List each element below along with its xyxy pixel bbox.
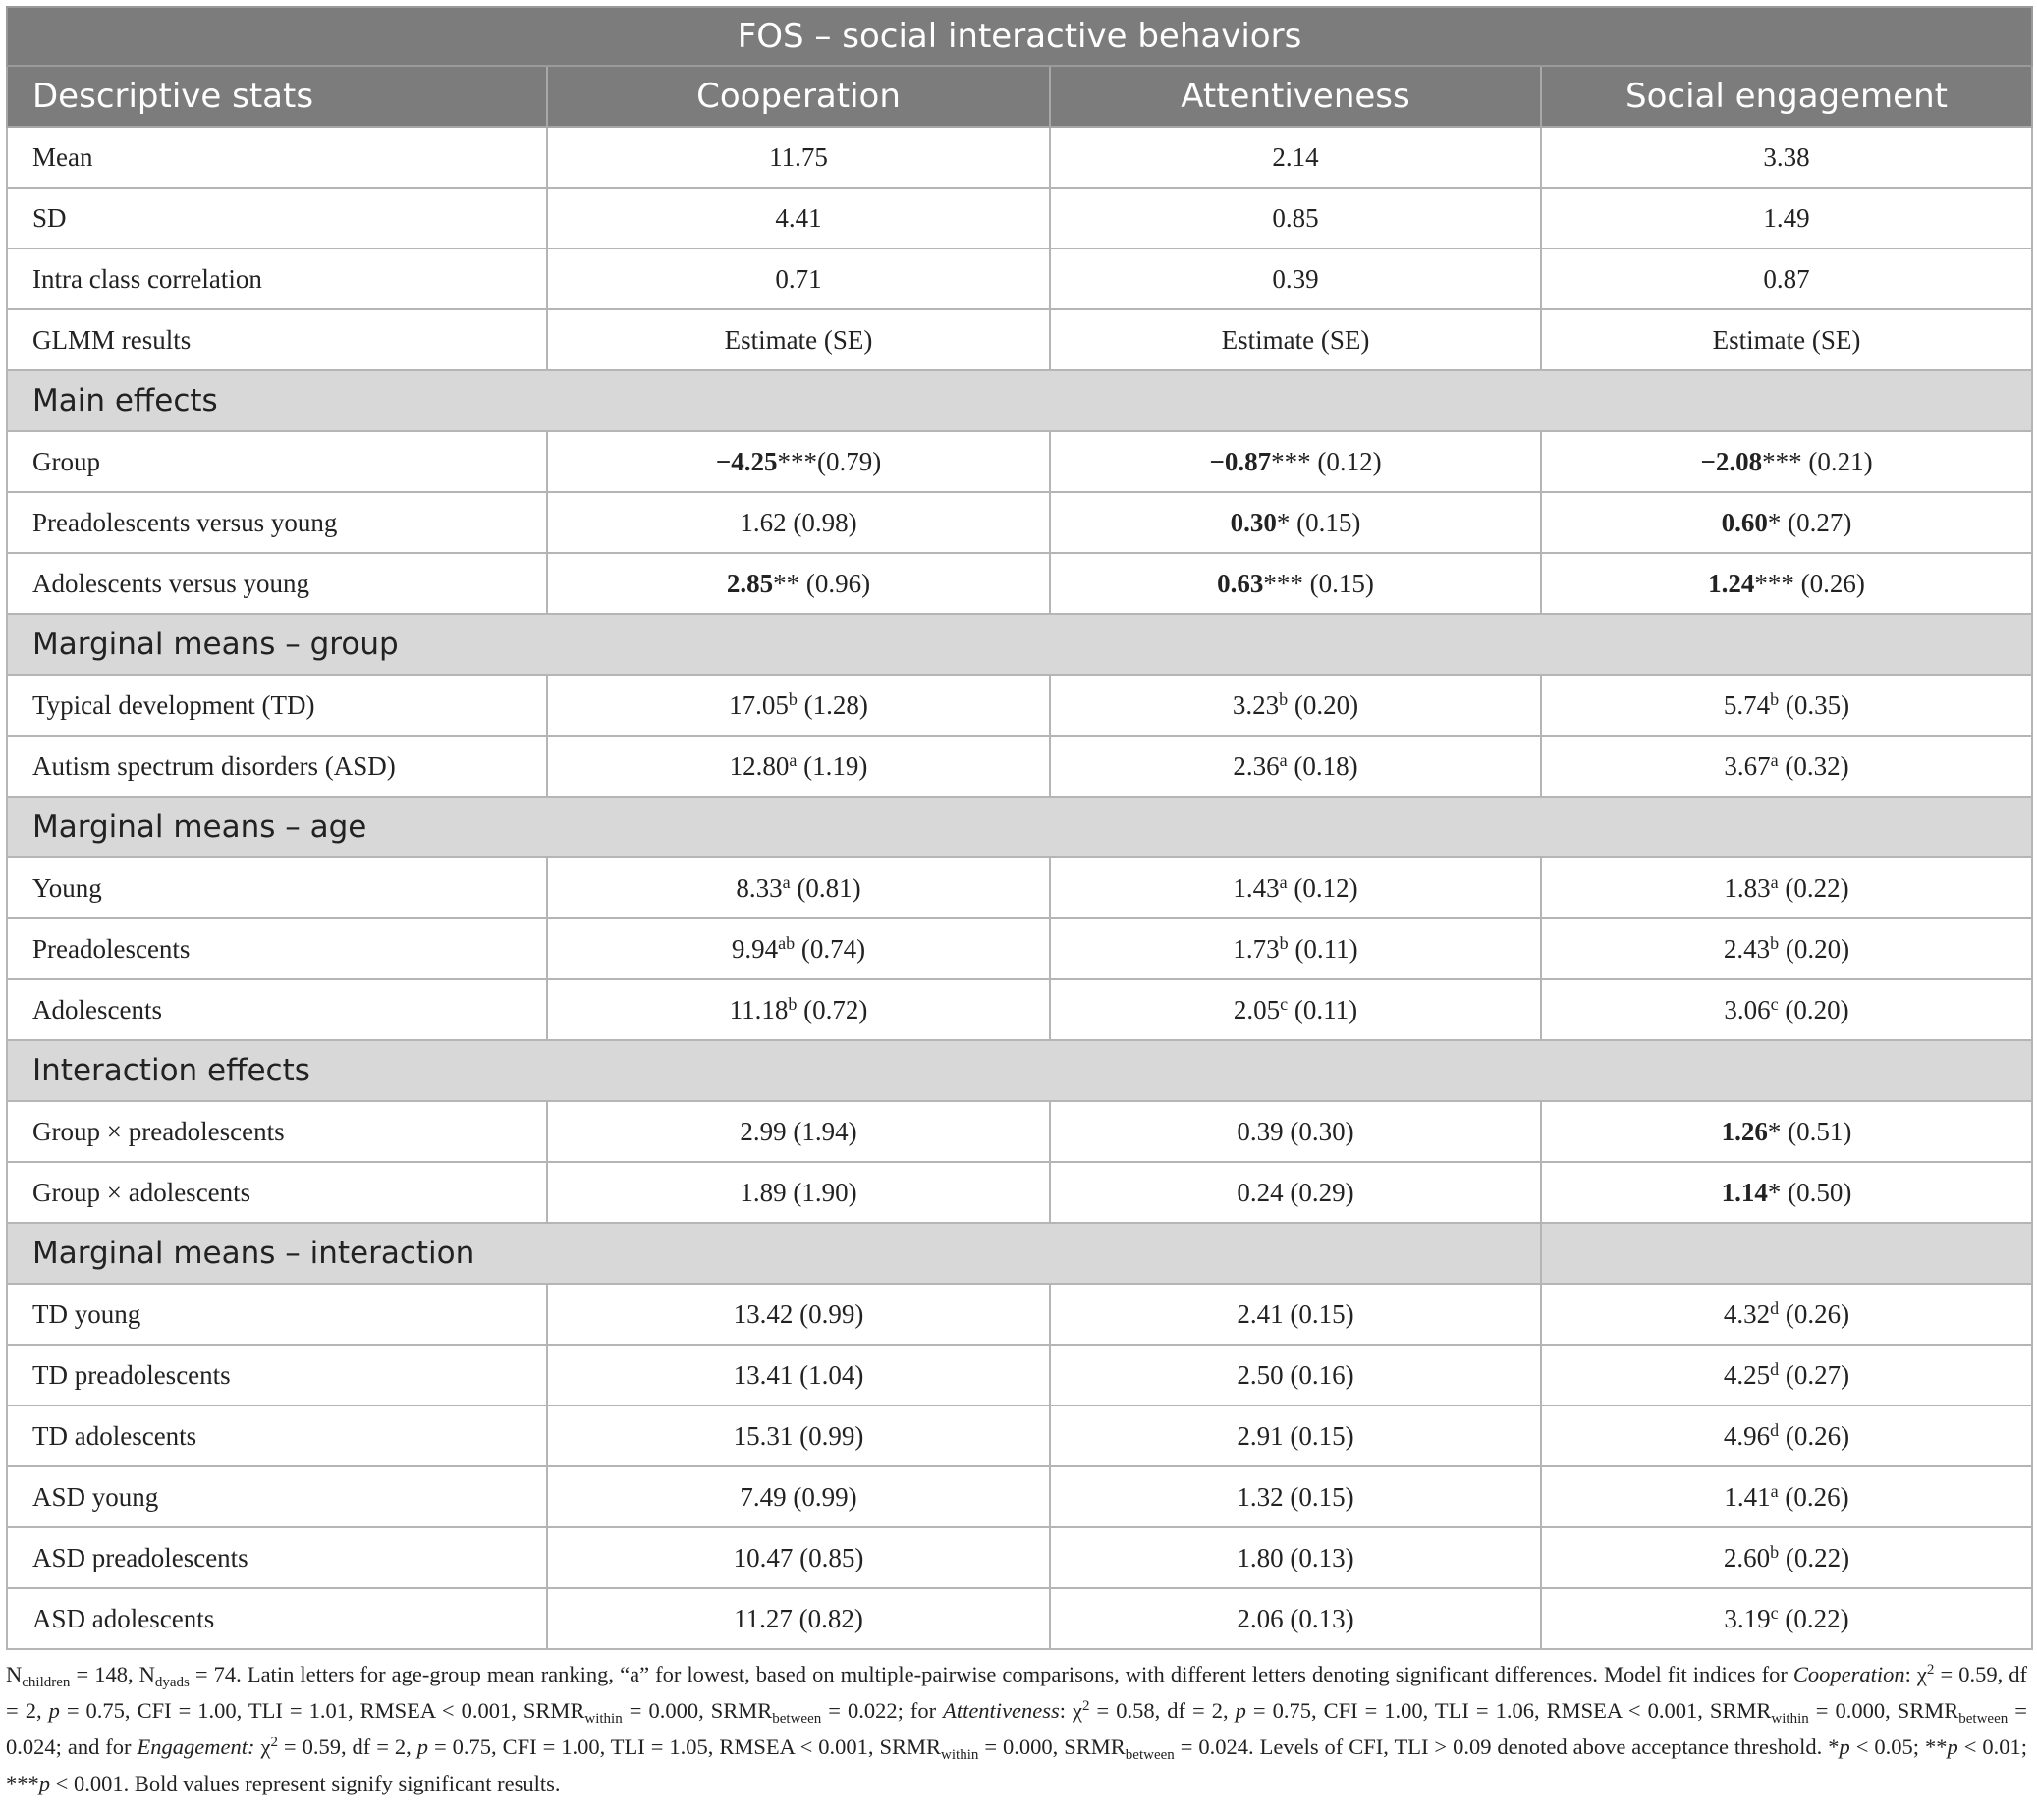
standard-error: (0.26) — [1793, 568, 1865, 598]
rank-letter: a — [1279, 749, 1288, 770]
table-row — [7, 431, 2032, 492]
footnote-text: < 0.05; ** — [1849, 1735, 1948, 1759]
cell-social-engagement — [1541, 1406, 2032, 1466]
footnote-superscript: 2 — [1082, 1698, 1090, 1714]
mean-value: 4.25 — [1723, 1359, 1771, 1390]
footnote-italic: p — [48, 1698, 60, 1723]
cell-social-engagement — [1541, 979, 2032, 1040]
bold-estimate: 0.30 — [1230, 507, 1277, 537]
mean-value: 3.19 — [1724, 1603, 1771, 1633]
standard-error: (1.19) — [797, 750, 868, 781]
footnote-text: = 148, N — [70, 1662, 155, 1686]
cell-attentiveness: 2.50 (0.16) — [1050, 1345, 1541, 1406]
cell-attentiveness — [1050, 979, 1541, 1040]
section-row-marginal-group — [7, 614, 2032, 675]
footnote-text: = 0.000, SRMR — [622, 1698, 773, 1723]
row-label: Adolescents versus young — [7, 553, 547, 614]
footnote-italic: Engagement: — [137, 1735, 255, 1759]
standard-error: (0.79) — [816, 446, 882, 476]
header-row — [7, 66, 2032, 127]
rank-letter: b — [1279, 689, 1289, 709]
footnote-text: < 0.001. Bold values represent signify significant results. — [50, 1771, 561, 1795]
rank-letter: d — [1770, 1358, 1780, 1379]
bold-estimate: 1.24 — [1708, 568, 1755, 598]
row-label: SD — [7, 188, 547, 248]
bold-estimate: 2.85 — [726, 568, 774, 598]
header-social-engagement: Social engagement — [1541, 66, 2032, 127]
mean-value: 1.41 — [1724, 1481, 1771, 1512]
cell-cooperation: 7.49 (0.99) — [547, 1466, 1050, 1527]
cell-attentiveness — [1050, 492, 1541, 553]
table-row — [7, 1284, 2032, 1345]
table-row — [7, 979, 2032, 1040]
cell-attentiveness: 2.14 — [1050, 127, 1541, 188]
cell-social-engagement — [1541, 1162, 2032, 1223]
table-row — [7, 1101, 2032, 1162]
standard-error: (0.26) — [1778, 1481, 1849, 1512]
footnote-text: < 0.01; *** — [6, 1735, 2028, 1795]
rank-letter: d — [1770, 1297, 1780, 1318]
bold-estimate: −0.87 — [1209, 446, 1272, 476]
table-row — [7, 675, 2032, 736]
cell-social-engagement — [1541, 1101, 2032, 1162]
cell-attentiveness: 2.41 (0.15) — [1050, 1284, 1541, 1345]
cell-cooperation: 13.41 (1.04) — [547, 1345, 1050, 1406]
row-label: TD adolescents — [7, 1406, 547, 1466]
bold-estimate: 1.14 — [1721, 1177, 1768, 1207]
footnote-superscript: 2 — [1926, 1662, 1935, 1678]
standard-error: (0.20) — [1778, 994, 1849, 1024]
mean-value: 2.05 — [1233, 994, 1281, 1024]
section-title: Marginal means – age — [7, 797, 2032, 857]
footnote-text: = 0.58, df = 2, — [1089, 1698, 1236, 1723]
mean-value: 1.73 — [1233, 933, 1280, 964]
standard-error: (0.27) — [1781, 507, 1852, 537]
section-row-marginal-interaction — [7, 1223, 2032, 1284]
table-row — [7, 127, 2032, 188]
standard-error: (0.35) — [1779, 689, 1850, 720]
cell-cooperation: 1.89 (1.90) — [547, 1162, 1050, 1223]
row-label: Young — [7, 857, 547, 918]
row-label: GLMM results — [7, 309, 547, 370]
mean-value: 8.33 — [736, 872, 783, 903]
cell-cooperation: 4.41 — [547, 188, 1050, 248]
cell-social-engagement — [1541, 1345, 2032, 1406]
footnote-subscript: within — [1771, 1711, 1809, 1727]
row-label: TD young — [7, 1284, 547, 1345]
mean-value: 2.60 — [1723, 1542, 1771, 1572]
significance-stars: *** — [1754, 568, 1794, 598]
section-row-main-effects — [7, 370, 2032, 431]
cell-social-engagement — [1541, 918, 2032, 979]
cell-cooperation — [547, 736, 1050, 797]
cell-social-engagement — [1541, 553, 2032, 614]
table-footnote — [6, 1656, 2031, 1801]
bold-estimate: 0.63 — [1217, 568, 1264, 598]
cell-attentiveness: 0.39 (0.30) — [1050, 1101, 1541, 1162]
cell-cooperation: 11.27 (0.82) — [547, 1588, 1050, 1649]
cell-attentiveness: 0.24 (0.29) — [1050, 1162, 1541, 1223]
row-label: Adolescents — [7, 979, 547, 1040]
rank-letter: c — [1770, 1602, 1779, 1623]
standard-error: (0.15) — [1302, 568, 1374, 598]
mean-value: 3.67 — [1724, 750, 1771, 781]
mean-value: 17.05 — [729, 689, 789, 720]
bold-estimate: −4.25 — [715, 446, 778, 476]
table-title-row — [7, 7, 2032, 66]
rank-letter: a — [1770, 871, 1779, 892]
cell-cooperation — [547, 918, 1050, 979]
section-title: Marginal means – interaction — [7, 1223, 1541, 1284]
table-row — [7, 309, 2032, 370]
significance-stars: *** — [1271, 446, 1311, 476]
cell-cooperation: 11.75 — [547, 127, 1050, 188]
footnote-italic: p — [1235, 1698, 1246, 1723]
standard-error: (0.26) — [1779, 1298, 1850, 1329]
section-blank-cell — [1541, 1223, 2032, 1284]
footnote-superscript: 2 — [270, 1735, 278, 1750]
header-descriptive-stats: Descriptive stats — [7, 66, 547, 127]
cell-attentiveness: 0.39 — [1050, 248, 1541, 309]
cell-cooperation — [547, 979, 1050, 1040]
significance-stars: *** — [1263, 568, 1303, 598]
footnote-subscript: between — [1958, 1711, 2009, 1727]
rank-letter: b — [1279, 932, 1289, 953]
mean-value: 3.23 — [1232, 689, 1280, 720]
row-label: ASD young — [7, 1466, 547, 1527]
table-row — [7, 492, 2032, 553]
cell-social-engagement: 0.87 — [1541, 248, 2032, 309]
row-label: Mean — [7, 127, 547, 188]
rank-letter: b — [1770, 932, 1780, 953]
cell-attentiveness: 2.91 (0.15) — [1050, 1406, 1541, 1466]
row-label: Preadolescents versus young — [7, 492, 547, 553]
cell-attentiveness — [1050, 918, 1541, 979]
footnote-text: χ — [254, 1735, 271, 1759]
footnote-text: = 0.000, SRMR — [1808, 1698, 1959, 1723]
results-table — [6, 6, 2033, 1650]
standard-error: (0.27) — [1779, 1359, 1850, 1390]
footnote-italic: Cooperation — [1792, 1662, 1905, 1686]
standard-error: (0.51) — [1781, 1116, 1852, 1146]
standard-error: (1.28) — [797, 689, 868, 720]
footnote-text: = 0.000, SRMR — [978, 1735, 1126, 1759]
row-label: ASD preadolescents — [7, 1527, 547, 1588]
cell-social-engagement — [1541, 492, 2032, 553]
cell-cooperation: 15.31 (0.99) — [547, 1406, 1050, 1466]
cell-social-engagement: Estimate (SE) — [1541, 309, 2032, 370]
row-label: Group × preadolescents — [7, 1101, 547, 1162]
table-row — [7, 857, 2032, 918]
footnote-subscript: between — [772, 1711, 822, 1727]
cell-social-engagement — [1541, 1466, 2032, 1527]
cell-cooperation: 1.62 (0.98) — [547, 492, 1050, 553]
significance-stars: * — [1767, 507, 1782, 537]
footnote-italic: Attentiveness — [943, 1698, 1060, 1723]
table-row — [7, 1588, 2032, 1649]
standard-error: (0.32) — [1778, 750, 1849, 781]
cell-cooperation: 2.99 (1.94) — [547, 1101, 1050, 1162]
footnote-text: = 0.75, CFI = 1.00, TLI = 1.06, RMSEA < 0.001, SRMR — [1245, 1698, 1772, 1723]
table-row — [7, 1466, 2032, 1527]
table-title: FOS – social interactive behaviors — [7, 7, 2032, 66]
footnote-text: N — [6, 1662, 23, 1686]
rank-letter: a — [1279, 871, 1288, 892]
footnote-text: = 74. Latin letters for age-group mean ranking, “a” for lowest, based on multiple-pairwise comparisons, with different letters denoting significant differences. Model fit indices for — [189, 1662, 1793, 1686]
footnote-italic: p — [38, 1771, 50, 1795]
cell-cooperation: 10.47 (0.85) — [547, 1527, 1050, 1588]
row-label: TD preadolescents — [7, 1345, 547, 1406]
cell-cooperation — [547, 857, 1050, 918]
mean-value: 4.32 — [1723, 1298, 1771, 1329]
footnote-subscript: within — [941, 1747, 979, 1763]
cell-cooperation — [547, 553, 1050, 614]
standard-error: (0.81) — [790, 872, 861, 903]
footnote-subscript: dyads — [154, 1675, 190, 1690]
rank-letter: a — [782, 871, 791, 892]
standard-error: (0.72) — [797, 994, 868, 1024]
results-table-figure — [6, 6, 2031, 1801]
footnote-text: = 0.59, df = 2, — [277, 1735, 417, 1759]
cell-cooperation: Estimate (SE) — [547, 309, 1050, 370]
cell-attentiveness: 0.85 — [1050, 188, 1541, 248]
row-label: Group × adolescents — [7, 1162, 547, 1223]
cell-cooperation — [547, 431, 1050, 492]
standard-error: (0.12) — [1310, 446, 1382, 476]
section-title: Main effects — [7, 370, 2032, 431]
table-row — [7, 1527, 2032, 1588]
rank-letter: d — [1770, 1419, 1780, 1440]
mean-value: 4.96 — [1723, 1420, 1771, 1451]
rank-letter: c — [1280, 993, 1289, 1014]
cell-attentiveness — [1050, 675, 1541, 736]
table-row — [7, 1406, 2032, 1466]
row-label: Preadolescents — [7, 918, 547, 979]
header-attentiveness: Attentiveness — [1050, 66, 1541, 127]
footnote-subscript: between — [1125, 1747, 1175, 1763]
cell-social-engagement — [1541, 1527, 2032, 1588]
table-row — [7, 553, 2032, 614]
footnote-italic: p — [1839, 1735, 1850, 1759]
table-row — [7, 918, 2032, 979]
standard-error: (0.74) — [795, 933, 866, 964]
cell-attentiveness — [1050, 736, 1541, 797]
cell-social-engagement — [1541, 1284, 2032, 1345]
standard-error: (0.20) — [1288, 689, 1359, 720]
significance-stars: * — [1767, 1177, 1782, 1207]
bold-estimate: −2.08 — [1700, 446, 1763, 476]
footnote-italic: p — [1947, 1735, 1958, 1759]
rank-letter: a — [1770, 749, 1779, 770]
row-label: Group — [7, 431, 547, 492]
standard-error: (0.11) — [1288, 933, 1358, 964]
section-title: Interaction effects — [7, 1040, 2032, 1101]
table-row — [7, 188, 2032, 248]
cell-attentiveness: 1.80 (0.13) — [1050, 1527, 1541, 1588]
header-cooperation: Cooperation — [547, 66, 1050, 127]
standard-error: (0.26) — [1779, 1420, 1850, 1451]
table-row — [7, 248, 2032, 309]
footnote-text: : χ — [1904, 1662, 1927, 1686]
row-label: Autism spectrum disorders (ASD) — [7, 736, 547, 797]
cell-attentiveness — [1050, 431, 1541, 492]
cell-social-engagement — [1541, 431, 2032, 492]
rank-letter: b — [1770, 689, 1780, 709]
mean-value: 11.18 — [729, 994, 789, 1024]
standard-error: (0.21) — [1801, 446, 1873, 476]
row-label: Intra class correlation — [7, 248, 547, 309]
section-title: Marginal means – group — [7, 614, 2032, 675]
cell-cooperation: 0.71 — [547, 248, 1050, 309]
standard-error: (0.20) — [1779, 933, 1850, 964]
mean-value: 12.80 — [729, 750, 790, 781]
standard-error: (0.18) — [1287, 750, 1358, 781]
cell-social-engagement — [1541, 736, 2032, 797]
standard-error: (0.22) — [1778, 1603, 1849, 1633]
footnote-text: = 0.022; for — [821, 1698, 944, 1723]
cell-social-engagement: 3.38 — [1541, 127, 2032, 188]
mean-value: 1.83 — [1724, 872, 1771, 903]
table-row — [7, 1345, 2032, 1406]
mean-value: 5.74 — [1723, 689, 1771, 720]
bold-estimate: 0.60 — [1721, 507, 1768, 537]
section-row-marginal-age — [7, 797, 2032, 857]
rank-letter: b — [788, 993, 798, 1014]
rank-letter: b — [1770, 1541, 1780, 1562]
footnote-text: = 0.024; and for — [6, 1698, 2027, 1759]
standard-error: (0.22) — [1779, 1542, 1850, 1572]
mean-value: 1.43 — [1233, 872, 1280, 903]
significance-stars: * — [1276, 507, 1291, 537]
rank-letter: a — [1770, 1480, 1779, 1501]
mean-value: 2.43 — [1723, 933, 1771, 964]
significance-stars: *** — [777, 446, 817, 476]
significance-stars: *** — [1762, 446, 1802, 476]
cell-attentiveness: 2.06 (0.13) — [1050, 1588, 1541, 1649]
footnote-text: = 0.75, CFI = 1.00, TLI = 1.01, RMSEA < 0.001, SRMR — [59, 1698, 585, 1723]
footnote-text: = 0.024. Levels of CFI, TLI > 0.09 denoted above acceptance threshold. * — [1174, 1735, 1840, 1759]
table-row — [7, 1162, 2032, 1223]
cell-social-engagement: 1.49 — [1541, 188, 2032, 248]
cell-attentiveness: Estimate (SE) — [1050, 309, 1541, 370]
rank-letter: ab — [778, 932, 796, 953]
cell-social-engagement — [1541, 857, 2032, 918]
footnote-text: : χ — [1059, 1698, 1083, 1723]
footnote-italic: p — [416, 1735, 429, 1759]
standard-error: (0.96) — [799, 568, 871, 598]
rank-letter: c — [1770, 993, 1779, 1014]
cell-attentiveness — [1050, 553, 1541, 614]
row-label: Typical development (TD) — [7, 675, 547, 736]
cell-cooperation — [547, 675, 1050, 736]
standard-error: (0.50) — [1781, 1177, 1852, 1207]
footnote-subscript: within — [584, 1711, 623, 1727]
table-row — [7, 736, 2032, 797]
standard-error: (0.11) — [1288, 994, 1358, 1024]
section-row-interaction-effects — [7, 1040, 2032, 1101]
standard-error: (0.12) — [1287, 872, 1358, 903]
mean-value: 3.06 — [1724, 994, 1771, 1024]
row-label: ASD adolescents — [7, 1588, 547, 1649]
cell-attentiveness: 1.32 (0.15) — [1050, 1466, 1541, 1527]
footnote-text: = 0.75, CFI = 1.00, TLI = 1.05, RMSEA < 0.001, SRMR — [428, 1735, 942, 1759]
cell-social-engagement — [1541, 675, 2032, 736]
cell-social-engagement — [1541, 1588, 2032, 1649]
mean-value: 9.94 — [731, 933, 779, 964]
rank-letter: b — [788, 689, 798, 709]
significance-stars: ** — [773, 568, 800, 598]
significance-stars: * — [1767, 1116, 1782, 1146]
standard-error: (0.15) — [1290, 507, 1361, 537]
rank-letter: a — [789, 749, 798, 770]
footnote-text: = 0.59, df = 2, — [6, 1662, 2027, 1723]
bold-estimate: 1.26 — [1721, 1116, 1768, 1146]
standard-error: (0.22) — [1778, 872, 1849, 903]
cell-attentiveness — [1050, 857, 1541, 918]
footnote-subscript: children — [22, 1675, 71, 1690]
cell-cooperation: 13.42 (0.99) — [547, 1284, 1050, 1345]
mean-value: 2.36 — [1233, 750, 1280, 781]
